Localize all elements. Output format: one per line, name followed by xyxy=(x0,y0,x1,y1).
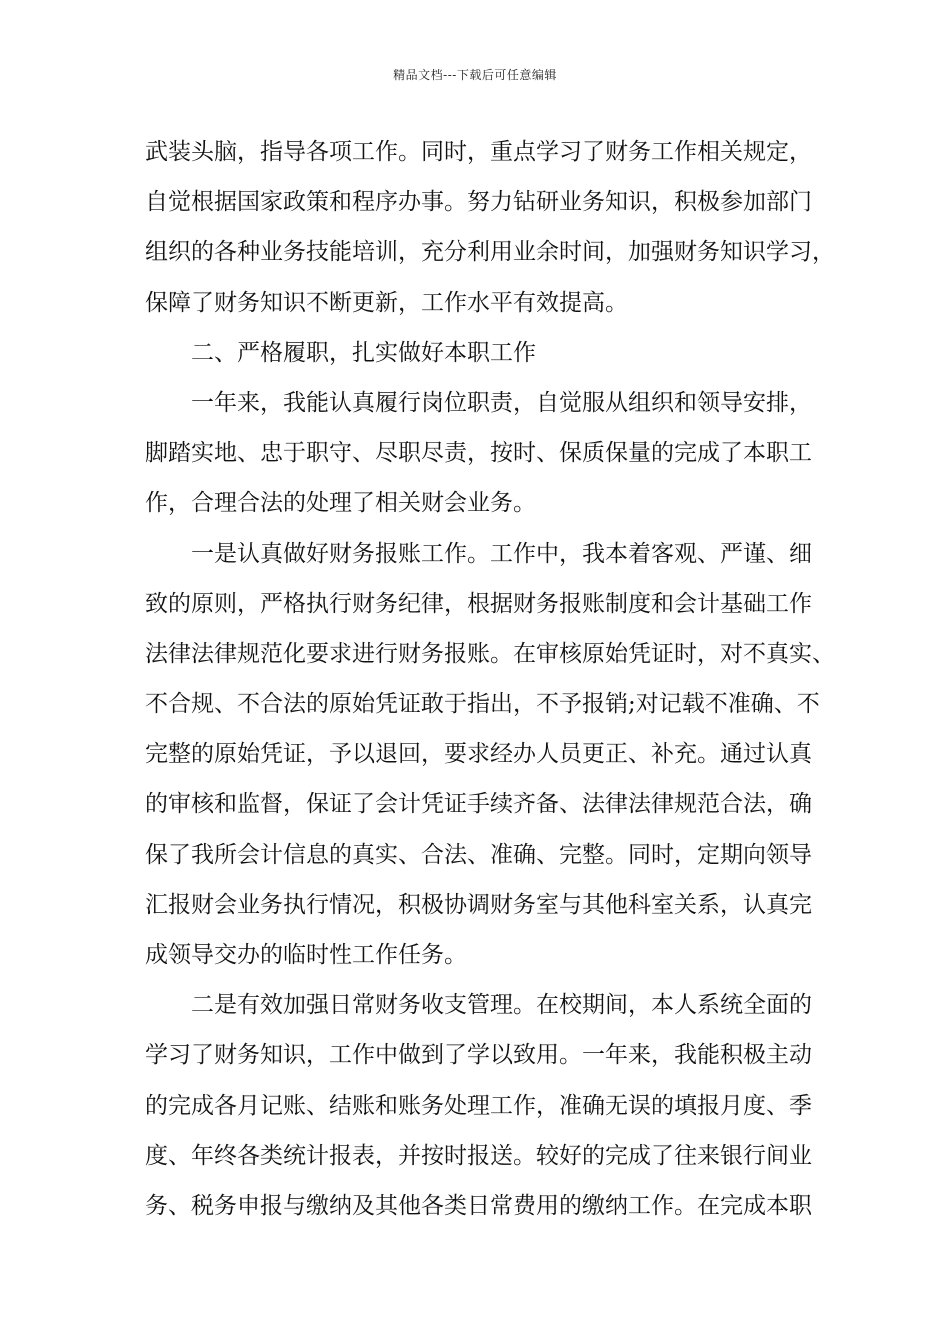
text-line: 二、严格履职，扎实做好本职工作 xyxy=(191,339,536,366)
text-line: 学习了财务知识，工作中做到了学以致用。一年来，我能积极主动 xyxy=(145,1042,812,1069)
document-body xyxy=(145,127,835,1231)
text-line: 保了我所会计信息的真实、合法、准确、完整。同时，定期向领导 xyxy=(145,841,812,868)
page-header: 精品文档---下载后可任意编辑 xyxy=(393,68,557,82)
text-line: 组织的各种业务技能培训，充分利用业余时间，加强财务知识学习， xyxy=(145,239,835,266)
text-line: 保障了财务知识不断更新，工作水平有效提高。 xyxy=(145,289,628,316)
text-line: 的完成各月记账、结账和账务处理工作，准确无误的填报月度、季 xyxy=(145,1092,812,1119)
text-line: 不合规、不合法的原始凭证敢于指出，不予报销;对记载不准确、不 xyxy=(145,691,820,718)
text-line: 致的原则，严格执行财务纪律，根据财务报账制度和会计基础工作 xyxy=(145,590,812,617)
text-line: 法律法律规范化要求进行财务报账。在审核原始凭证时，对不真实、 xyxy=(145,640,835,667)
text-line: 自觉根据国家政策和程序办事。努力钻研业务知识，积极参加部门 xyxy=(145,189,812,216)
text-line: 一是认真做好财务报账工作。工作中，我本着客观、严谨、细 xyxy=(191,540,812,567)
text-line: 作，合理合法的处理了相关财会业务。 xyxy=(145,490,536,517)
text-line: 汇报财会业务执行情况，积极协调财务室与其他科室关系，认真完 xyxy=(145,891,812,918)
text-line: 度、年终各类统计报表，并按时报送。较好的完成了往来银行间业 xyxy=(145,1142,812,1169)
text-line: 完整的原始凭证，予以退回，要求经办人员更正、补充。通过认真 xyxy=(145,741,812,768)
text-line: 脚踏实地、忠于职守、尽职尽责，按时、保质保量的完成了本职工 xyxy=(145,440,812,467)
text-line: 二是有效加强日常财务收支管理。在校期间，本人系统全面的 xyxy=(191,992,812,1019)
text-line: 的审核和监督，保证了会计凭证手续齐备、法律法律规范合法，确 xyxy=(145,791,812,818)
text-line: 成领导交办的临时性工作任务。 xyxy=(145,942,467,968)
text-line: 务、税务申报与缴纳及其他各类日常费用的缴纳工作。在完成本职 xyxy=(145,1192,812,1219)
text-line: 一年来，我能认真履行岗位职责，自觉服从组织和领导安排， xyxy=(191,389,812,416)
text-line: 武装头脑，指导各项工作。同时，重点学习了财务工作相关规定， xyxy=(145,139,812,165)
